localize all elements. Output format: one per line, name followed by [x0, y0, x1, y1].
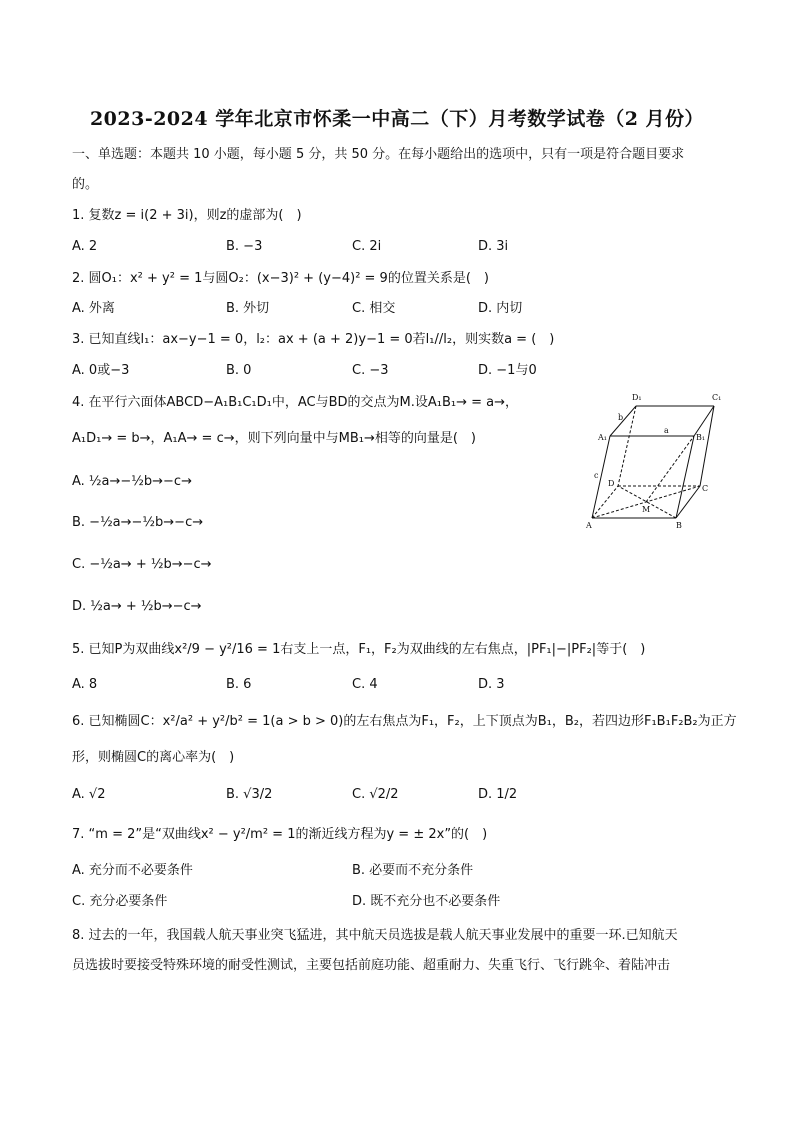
- question-6-option-d: D. 1/2: [478, 787, 518, 802]
- question-5-option-b: B. 6: [226, 677, 252, 692]
- question-4-option-c: C. −½a→ + ½b→−c→: [72, 557, 212, 572]
- label-c: C: [702, 484, 709, 493]
- question-3-stem: 3. 已知直线l₁：ax−y−1 = 0，l₂：ax + (a + 2)y−1 = 0若l₁//l₂，则实数a = ( ): [72, 332, 555, 347]
- question-4-option-a: A. ½a→−½b→−c→: [72, 474, 192, 489]
- question-1-option-c: C. 2i: [352, 239, 382, 254]
- question-3-option-d: D. −1与0: [478, 363, 537, 378]
- label-a1: A₁: [598, 433, 607, 442]
- question-3-option-b: B. 0: [226, 363, 252, 378]
- section-instructions-line1: 一、单选题：本题共 10 小题，每小题 5 分，共 50 分。在每小题给出的选项中，只有一项是符合题目要求: [72, 147, 685, 162]
- label-d: D: [608, 479, 615, 488]
- question-8-stem-line2: 员选拔时要接受特殊环境的耐受性测试，主要包括前庭功能、超重耐力、失重飞行、飞行跳伞、着陆冲击: [72, 958, 671, 973]
- label-c-vector: c: [594, 471, 599, 480]
- label-b1: B₁: [696, 433, 706, 442]
- question-2-option-a: A. 外离: [72, 301, 115, 316]
- question-7-option-c: C. 充分必要条件: [72, 894, 168, 909]
- question-2-option-b: B. 外切: [226, 301, 270, 316]
- question-1-option-b: B. −3: [226, 239, 263, 254]
- question-5-stem: 5. 已知P为双曲线x²/9 − y²/16 = 1右支上一点，F₁，F₂为双曲线的左右焦点，|PF₁|−|PF₂|等于( ): [72, 642, 646, 657]
- label-a: A: [586, 521, 592, 530]
- question-6-option-b: B. √3/2: [226, 787, 273, 802]
- question-4-stem-line2: A₁D₁→ = b→，A₁A→ = c→，则下列向量中与MB₁→相等的向量是( ): [72, 431, 476, 446]
- question-7-option-a: A. 充分而不必要条件: [72, 863, 193, 878]
- question-6-option-a: A. √2: [72, 787, 106, 802]
- question-6-stem-line2: 形，则椭圆C的离心率为( ): [72, 750, 235, 765]
- question-5-option-d: D. 3: [478, 677, 505, 692]
- question-7-stem: 7. “m = 2”是“双曲线x² − y²/m² = 1的渐近线方程为y = ± 2x”的( ): [72, 827, 488, 842]
- question-2-stem: 2. 圆O₁：x² + y² = 1与圆O₂：(x−3)² + (y−4)² = 9的位置关系是( ): [72, 271, 489, 286]
- edge-c1-c: [700, 406, 714, 486]
- label-b-vector: b: [618, 413, 624, 422]
- question-8-stem-line1: 8. 过去的一年，我国载人航天事业突飞猛进，其中航天员选拔是载人航天事业发展中的重要一环.已知航天: [72, 928, 678, 943]
- label-m: M: [642, 505, 651, 514]
- question-7-option-b: B. 必要而不充分条件: [352, 863, 474, 878]
- question-4-option-b: B. −½a→−½b→−c→: [72, 515, 204, 530]
- section-instructions-line2: 的。: [72, 177, 99, 192]
- question-5-option-c: C. 4: [352, 677, 378, 692]
- label-c1: C₁: [712, 393, 722, 402]
- label-d1: D₁: [632, 393, 642, 402]
- label-b: B: [676, 521, 682, 530]
- question-1-option-d: D. 3i: [478, 239, 509, 254]
- question-1-option-a: A. 2: [72, 239, 98, 254]
- question-1-stem: 1. 复数z = i(2 + 3i)，则z的虚部为( ): [72, 208, 302, 223]
- question-2-option-c: C. 相交: [352, 301, 396, 316]
- question-2-option-d: D. 内切: [478, 301, 523, 316]
- question-3-option-c: C. −3: [352, 363, 389, 378]
- exam-title: 2023-2024 学年北京市怀柔一中高二（下）月考数学试卷（2 月份）: [89, 108, 705, 130]
- question-6-stem-line1: 6. 已知椭圆C：x²/a² + y²/b² = 1(a > b > 0)的左右焦点为F₁，F₂，上下顶点为B₁，B₂，若四边形F₁B₁F₂B₂为正方: [72, 714, 737, 729]
- label-a-vector: a: [664, 426, 669, 435]
- parallelepiped-figure: [584, 390, 730, 532]
- question-6-option-c: C. √2/2: [352, 787, 399, 802]
- question-3-option-a: A. 0或−3: [72, 363, 130, 378]
- question-5-option-a: A. 8: [72, 677, 98, 692]
- question-7-option-d: D. 既不充分也不必要条件: [352, 894, 501, 909]
- question-4-option-d: D. ½a→ + ½b→−c→: [72, 599, 202, 614]
- question-4-stem-line1: 4. 在平行六面体ABCD−A₁B₁C₁D₁中，AC与BD的交点为M.设A₁B₁→ = a→，: [72, 395, 519, 410]
